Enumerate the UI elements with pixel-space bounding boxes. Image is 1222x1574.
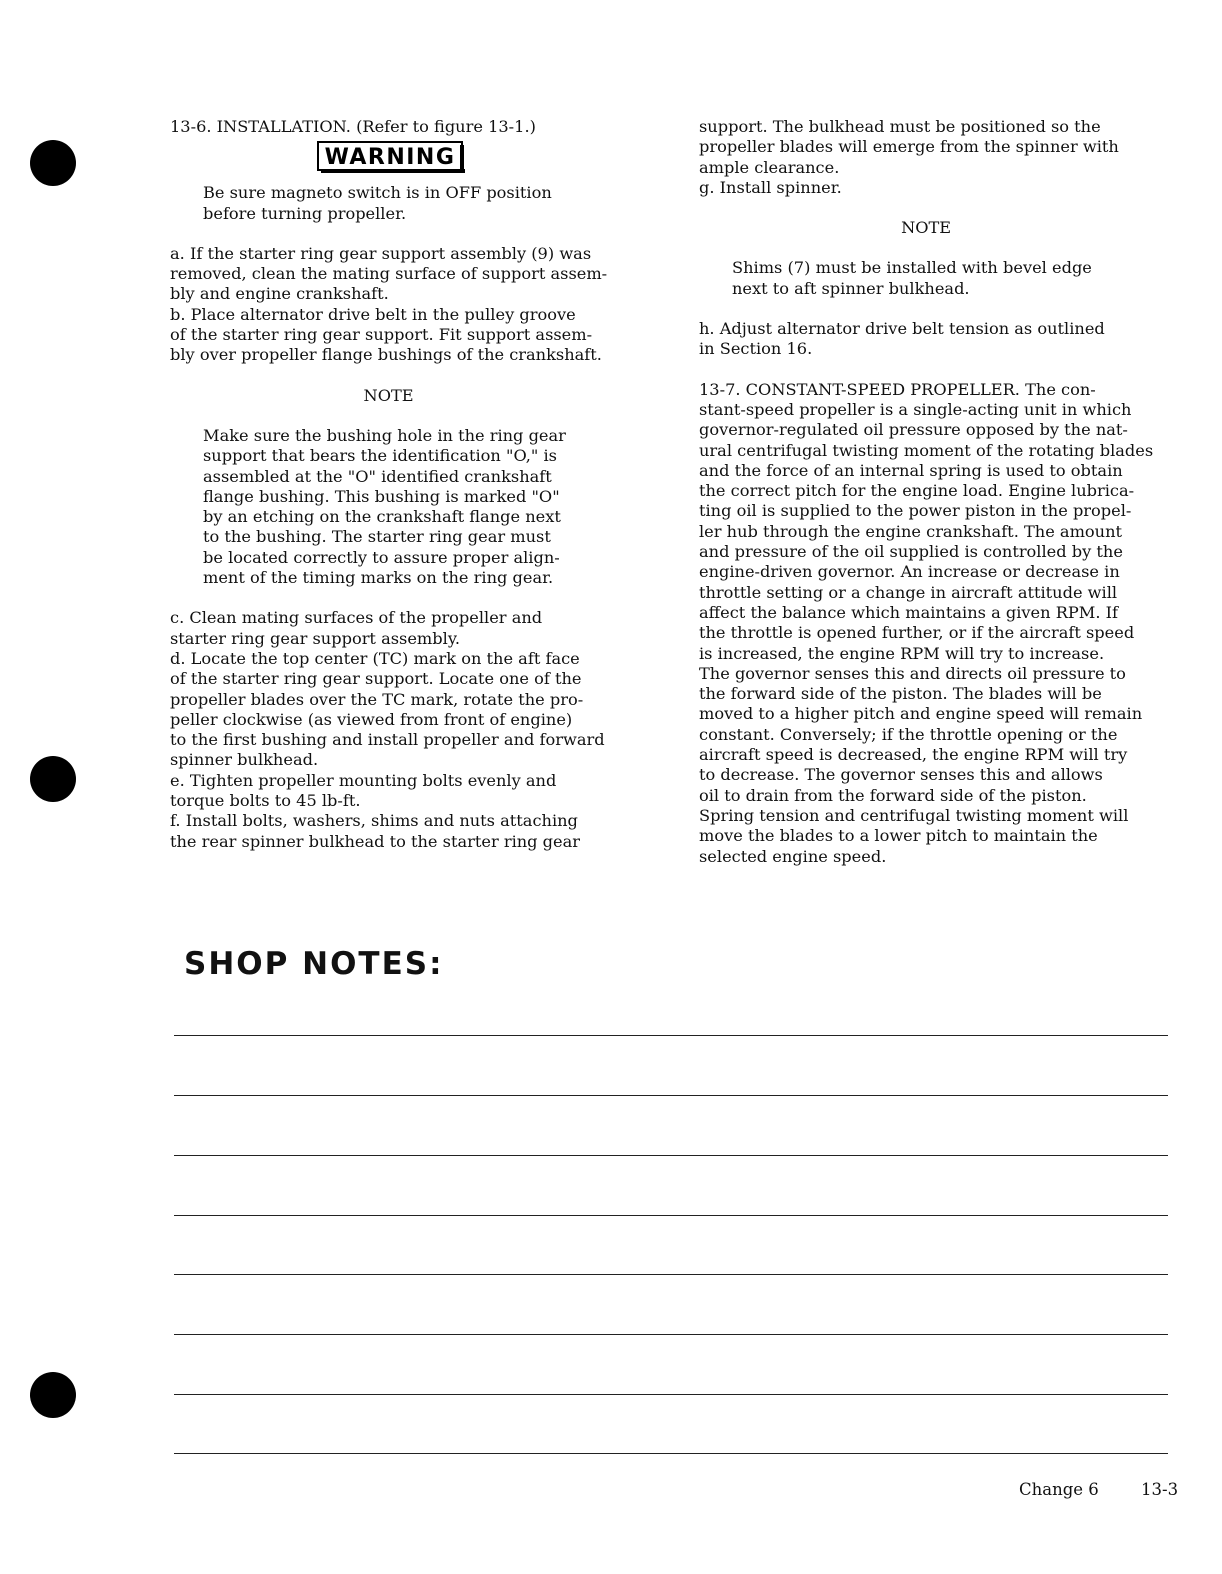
section-heading-13-6: 13-6. INSTALLATION. (Refer to figure 13-1.): [170, 117, 536, 136]
binder-hole-top: [30, 140, 76, 186]
steps-a-b: a. If the starter ring gear support assembly (9) was removed, clean the mating surface of support assem- bly and engine crankshaft. b. Place alternator drive belt in the pulley groove of the starter ring gear support. Fit support assem- bly over propeller flange bushings of the crankshaft.: [170, 243, 608, 365]
shop-notes-line: [174, 1334, 1168, 1335]
page-number: 13-3: [1141, 1480, 1179, 1499]
shop-notes-title: SHOP NOTES:: [184, 946, 444, 982]
shop-notes-line: [174, 1394, 1168, 1395]
shop-notes-line: [174, 1035, 1168, 1036]
warning-label-text: WARNING: [324, 145, 456, 171]
shop-notes-line: [174, 1215, 1168, 1216]
warning-text: Be sure magneto switch is in OFF position before turning propeller.: [203, 183, 552, 223]
shop-notes-line: [174, 1095, 1168, 1096]
note-title: NOTE: [363, 385, 414, 405]
step-h: h. Adjust alternator drive belt tension as outlined in Section 16.: [699, 319, 1105, 359]
change-number: Change 6: [1019, 1480, 1099, 1499]
binder-hole-bottom: [30, 1372, 76, 1418]
left-column: [170, 117, 607, 852]
right-column: [699, 117, 1153, 867]
continued-text: support. The bulkhead must be positioned so the propeller blades will emerge from the spinner with ample clearance. g. Install spinner.: [699, 117, 1119, 197]
shop-notes-line: [174, 1453, 1168, 1454]
steps-c-f: c. Clean mating surfaces of the propeller and starter ring gear support assembly. d. Locate the top center (TC) mark on the aft face of the starter ring gear support. Locate one of the propeller blades over the TC mark, rotate the pro- peller clockwise (as viewed from front of engine) to the first bushing and install propeller and forward spinner bulkhead. e. Tighten propeller mounting bolts evenly and torque bolts to 45 lb-ft. f. Install bolts, washers, shims and nuts attaching the rear spinner bulkhead to the starter ring gear: [170, 608, 605, 851]
note-text: Make sure the bushing hole in the ring gear support that bears the identification "O," is assembled at the "O" identified crankshaft flange bushing. This bushing is marked "O" by an etching on the crankshaft flange next to the bushing. The starter ring gear must be located correctly to assure proper align- ment of the timing marks on the ring gear.: [203, 425, 566, 588]
note-title-right: NOTE: [901, 218, 952, 238]
shop-notes-line: [174, 1274, 1168, 1275]
warning-label: [317, 141, 467, 175]
binder-hole-middle: [30, 756, 76, 802]
section-13-7: 13-7. CONSTANT-SPEED PROPELLER. The con- stant-speed propeller is a single-acting unit in which governor-regulated oil pressure opposed by the nat- ural centrifugal twisting moment of the rotating blades and the force of an internal spring is used to obtain the correct pitch for the engine load. Engine lubrica- ting oil is supplied to the power piston in the propel- ler hub through the engine crankshaft. The amount and pressure of the oil supplied is controlled by the engine-driven governor. An increase or decrease in throttle setting or a change in aircraft attitude will affect the balance which maintains a given RPM. If the throttle is opened further, or if the aircraft speed is increased, the engine RPM will try to increase. The governor senses this and directs oil pressure to the forward side of the piston. The blades will be moved to a higher pitch and engine speed will remain constant. Conversely; if the throttle opening or the aircraft speed is decreased, the engine RPM will try to decrease. The governor senses this and allows oil to drain from the forward side of the piston. Spring tension and centrifugal twisting moment will move the blades to a lower pitch to maintain the selected engine speed.: [699, 379, 1154, 866]
shop-notes-line: [174, 1155, 1168, 1156]
note-text-right: Shims (7) must be installed with bevel edge next to aft spinner bulkhead.: [732, 258, 1092, 298]
